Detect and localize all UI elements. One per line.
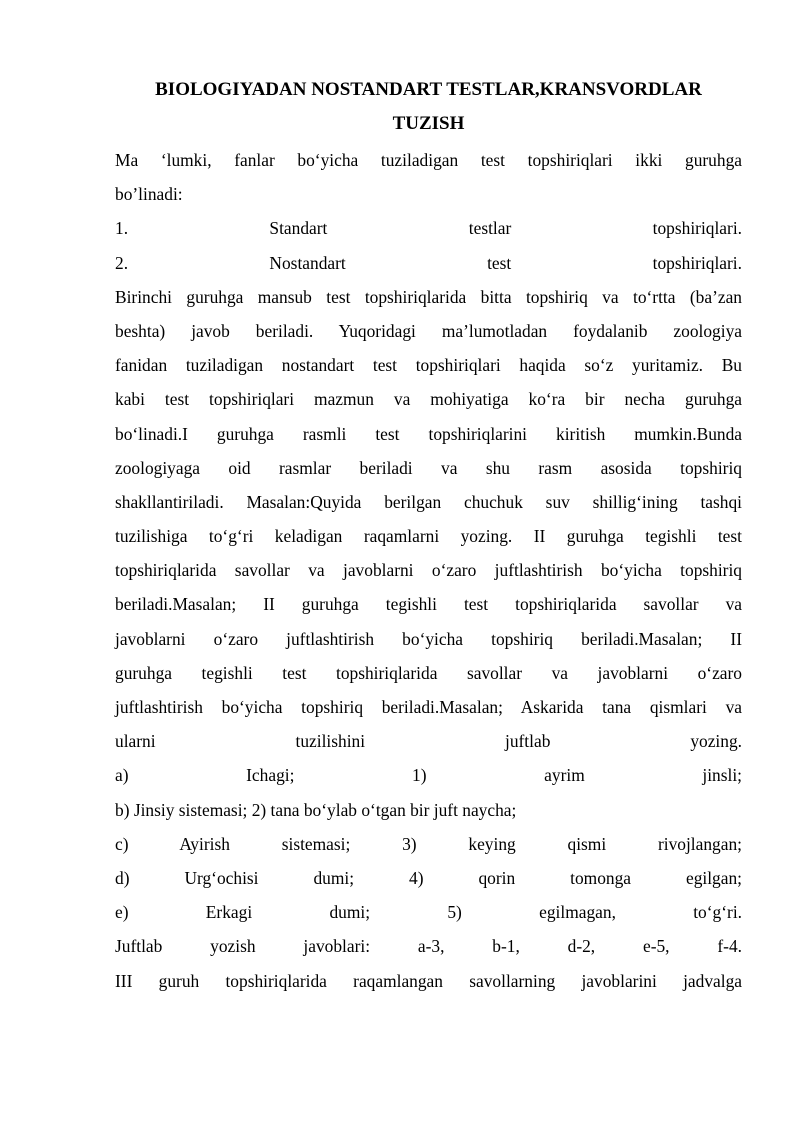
text-line: Birinchi guruhga mansub test topshiriqlarida bitta topshiriq va to‘rtta (ba’zan	[115, 286, 742, 307]
text-line: fanidan tuziladigan nostandart test topshiriqlari haqida so‘z yuritamiz. Bu	[115, 355, 742, 376]
text-line: beshta) javob beriladi. Yuqoridagi ma’lumotladan foydalanib zoologiya	[115, 320, 742, 341]
answer-line: Juftlab yozish javoblari: a-3, b-1, d-2, e-5, f-4.	[115, 936, 742, 957]
text-line: shakllantiriladi. Masalan:Quyida berilgan chuchuk suv shillig‘ining tashqi	[115, 491, 742, 512]
text-line: ularni tuzilishini juftlab yozing.	[115, 731, 742, 752]
list-item: 1. Standart testlar topshiriqlari.	[115, 218, 742, 239]
text-line: beriladi.Masalan; II guruhga tegishli test topshiriqlarida savollar va	[115, 594, 742, 615]
text-line: bo’linadi:	[115, 184, 183, 205]
text-line: III guruh topshiriqlarida raqamlangan savollarning javoblarini jadvalga	[115, 970, 742, 991]
text-line: Ma ‘lumki, fanlar bo‘yicha tuziladigan test topshiriqlari ikki guruhga	[115, 150, 742, 170]
document-title	[115, 73, 742, 141]
list-item: 2. Nostandart test topshiriqlari.	[115, 252, 742, 273]
text-line: juftlashtirish bo‘yicha topshiriq beriladi.Masalan; Askarida tana qismlari va	[115, 697, 742, 717]
match-item: e) Erkagi dumi; 5) egilmagan, to‘g‘ri.	[115, 902, 742, 923]
text-line: tuzilishiga to‘g‘ri keladigan raqamlarni yozing. II guruhga tegishli test	[115, 526, 742, 547]
text-line: javoblarni o‘zaro juftlashtirish bo‘yicha topshiriq beriladi.Masalan; II	[115, 628, 742, 649]
match-item: b) Jinsiy sistemasi; 2) tana bo‘ylab o‘tgan bir juft naycha;	[115, 799, 517, 820]
text-line: kabi test topshiriqlari mazmun va mohiyatiga ko‘ra bir necha guruhga	[115, 389, 742, 410]
match-item: d) Urg‘ochisi dumi; 4) qorin tomonga egilgan;	[115, 867, 742, 888]
text-line: zoologiyaga oid rasmlar beriladi va shu rasm asosida topshiriq	[115, 457, 742, 478]
document-body	[115, 143, 742, 998]
text-line: topshiriqlarida savollar va javoblarni o‘zaro juftlashtirish bo‘yicha topshiriq	[115, 560, 742, 581]
match-item: c) Ayirish sistemasi; 3) keying qismi rivojlangan;	[115, 833, 742, 854]
document-page	[115, 73, 742, 998]
match-item: a) Ichagi; 1) ayrim jinsli;	[115, 765, 742, 786]
text-line: guruhga tegishli test topshiriqlarida savollar va javoblarni o‘zaro	[115, 662, 742, 683]
title-line-2: TUZISH	[392, 113, 465, 134]
title-line-1: BIOLOGIYADAN NOSTANDART TESTLAR,KRANSVORDLAR	[155, 79, 702, 100]
text-line: bo‘linadi.I guruhga rasmli test topshiriqlarini kiritish mumkin.Bunda	[115, 423, 742, 444]
